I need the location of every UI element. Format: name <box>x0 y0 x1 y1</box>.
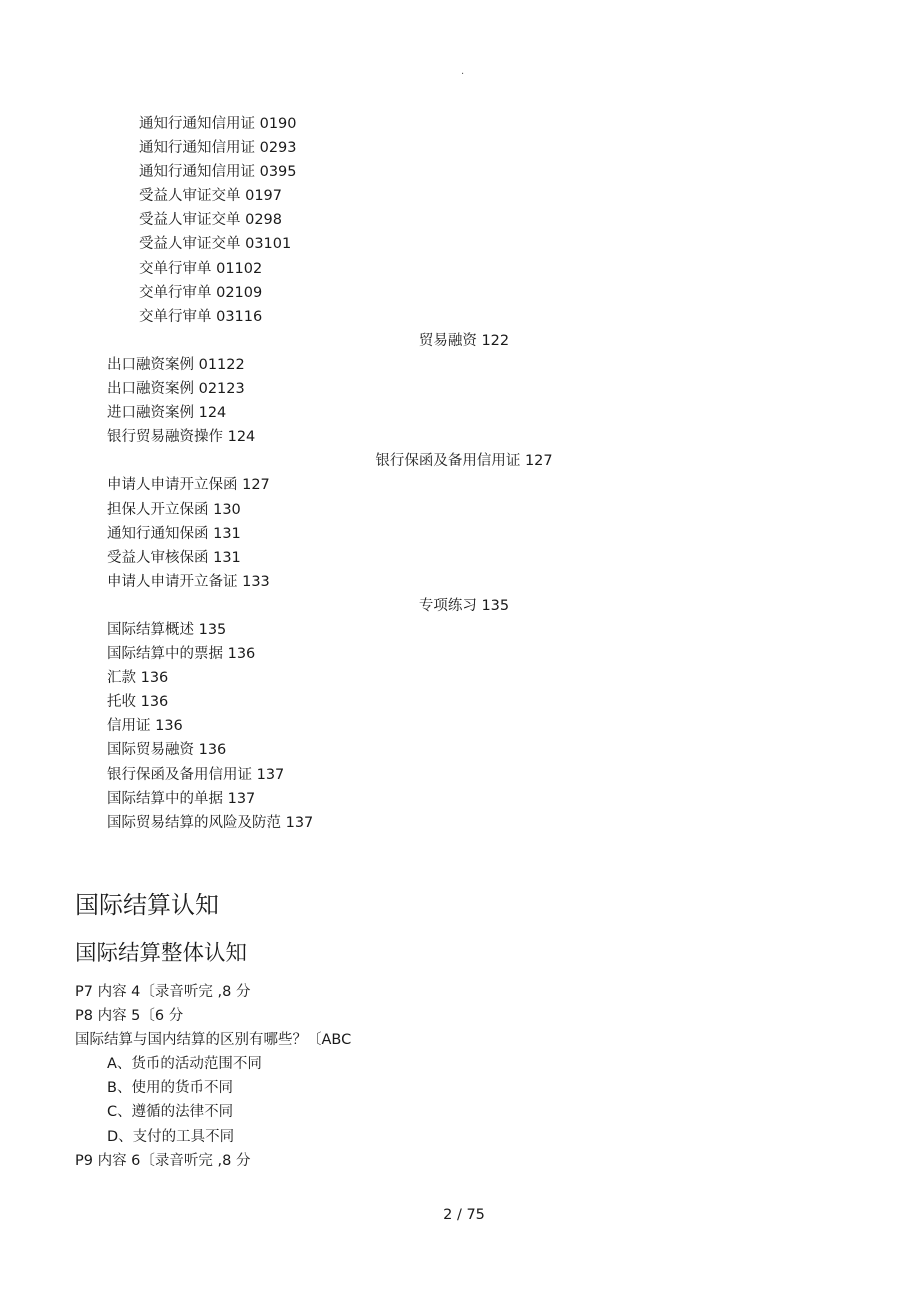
toc-entry[interactable]: 通知行通知保函 131 <box>107 525 241 542</box>
toc-entry[interactable]: 银行贸易融资操作 124 <box>107 429 256 446</box>
answer-option: A、货币的活动范围不同 <box>107 1056 262 1073</box>
section-heading: 国际结算整体认知 <box>75 941 248 966</box>
toc-entry[interactable]: 出口融资案例 01122 <box>107 356 245 373</box>
answer-option: C、遵循的法律不同 <box>107 1104 234 1121</box>
toc-entry[interactable]: 受益人审证交单 0197 <box>139 188 283 205</box>
answer-option: B、使用的货币不同 <box>107 1080 233 1097</box>
section-body <box>0 980 920 1173</box>
toc-entry[interactable]: 银行保函及备用信用证 137 <box>107 766 285 783</box>
toc-entry[interactable]: 交单行审单 01102 <box>139 260 263 277</box>
page-number: 2 / 75 <box>443 1207 485 1223</box>
toc-entry[interactable]: 通知行通知信用证 0395 <box>139 164 297 181</box>
toc-entry[interactable]: 信用证 136 <box>107 718 183 735</box>
toc-entry[interactable]: 受益人审证交单 0298 <box>139 212 283 229</box>
toc-entry[interactable]: 交单行审单 02109 <box>139 284 263 301</box>
toc-entry[interactable]: 国际结算中的票据 136 <box>107 646 256 663</box>
toc-section-heading[interactable]: 专项练习 135 <box>418 597 510 614</box>
toc-entry[interactable]: 受益人审核保函 131 <box>107 549 241 566</box>
toc-entry[interactable]: 托收 136 <box>107 694 169 711</box>
toc-entry[interactable]: 国际结算中的单据 137 <box>107 790 256 807</box>
content-line: P8 内容 5〔6 分 <box>75 1008 184 1025</box>
answer-option: D、支付的工具不同 <box>107 1128 235 1145</box>
chapter-heading: 国际结算认知 <box>75 891 219 919</box>
toc-entry[interactable]: 担保人开立保函 130 <box>107 501 241 518</box>
toc-entry[interactable]: 申请人申请开立备证 133 <box>107 573 270 590</box>
toc-entry[interactable]: 出口融资案例 02123 <box>107 381 245 398</box>
toc-entry[interactable]: 交单行审单 03116 <box>139 308 263 325</box>
toc-entry[interactable]: 国际贸易融资 136 <box>107 742 227 759</box>
toc-entry[interactable]: 申请人申请开立保函 127 <box>107 477 270 494</box>
toc-section-heading[interactable]: 贸易融资 122 <box>418 332 510 349</box>
toc-entry[interactable]: 通知行通知信用证 0190 <box>139 116 297 132</box>
content-line: P7 内容 4〔录音听完 ,8 分 <box>75 984 251 1000</box>
toc-entry[interactable]: 汇款 136 <box>107 670 169 687</box>
toc-entry[interactable]: 受益人审证交单 03101 <box>139 236 292 253</box>
content-line: P9 内容 6〔录音听完 ,8 分 <box>75 1152 251 1169</box>
toc-entry[interactable]: 进口融资案例 124 <box>107 405 227 422</box>
toc-entry[interactable]: 国际结算概述 135 <box>107 621 227 638</box>
toc-section-heading[interactable]: 银行保函及备用信用证 127 <box>375 453 553 470</box>
question-text: 国际结算与国内结算的区别有哪些？〔ABC <box>75 1032 352 1049</box>
header-dot: . <box>461 66 465 77</box>
toc-entry[interactable]: 国际贸易结算的风险及防范 137 <box>107 814 314 831</box>
table-of-contents <box>0 112 920 835</box>
toc-entry[interactable]: 通知行通知信用证 0293 <box>139 140 297 157</box>
